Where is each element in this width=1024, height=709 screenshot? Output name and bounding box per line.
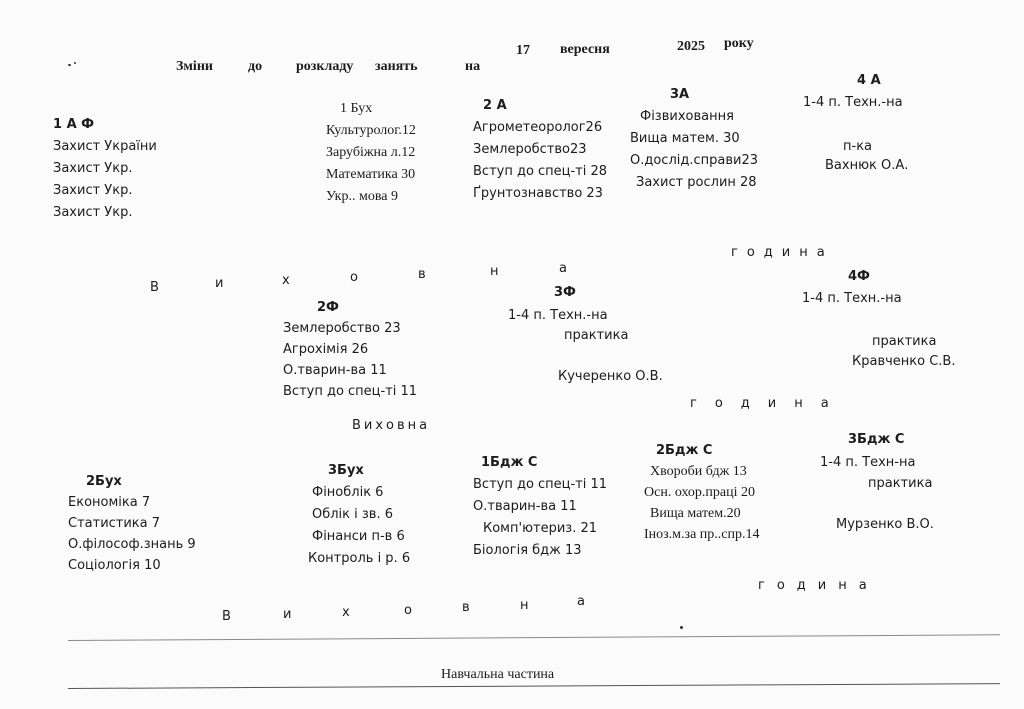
- group-name: 3А: [670, 87, 690, 102]
- group-1bdzh-s: [473, 452, 607, 562]
- subject-line: Захист Укр.: [53, 161, 133, 176]
- letter: в: [418, 267, 426, 282]
- title-word: занять: [375, 59, 418, 74]
- title-word: вересня: [560, 42, 610, 57]
- scan-speck: [680, 626, 683, 629]
- subject-line: Захист України: [53, 139, 157, 154]
- subject-line: Культуролог.12: [326, 123, 416, 138]
- subject-line: Захист рослин 28: [636, 175, 757, 190]
- letter: и: [283, 607, 292, 622]
- group-name: 2Бух: [86, 474, 122, 489]
- footer-label: Навчальна частина: [441, 667, 555, 682]
- scan-speck: [74, 62, 76, 64]
- subject-line: Економіка 7: [68, 495, 151, 510]
- subject-line: Агрохімія 26: [283, 342, 369, 357]
- teacher-name: Вахнюк О.А.: [825, 158, 909, 173]
- group-3bukh: [308, 460, 410, 570]
- subject-line: п-ка: [843, 139, 873, 154]
- subject-line: Землеробство 23: [283, 321, 401, 336]
- group-3a: [630, 84, 758, 194]
- footer-line: [68, 683, 1000, 689]
- letter: о: [404, 603, 412, 618]
- group-name: 2Бдж С: [656, 443, 713, 458]
- title-word: року: [724, 36, 754, 51]
- hour-word: година: [731, 245, 834, 260]
- subject-line: 1-4 п. Техн-на: [820, 455, 916, 470]
- subject-line: 1-4 п. Техн.-на: [508, 308, 608, 323]
- subject-line: Біологія бдж 13: [473, 543, 582, 558]
- subject-line: О.філософ.знань 9: [68, 537, 196, 552]
- subject-line: практика: [564, 328, 629, 343]
- group-2bdzh-s: [644, 440, 760, 545]
- subject-line: Вища матем.20: [650, 506, 741, 521]
- title-date-day: 17: [516, 43, 530, 58]
- subject-line: Контроль і р. 6: [308, 551, 411, 566]
- subject-line: практика: [872, 334, 937, 349]
- subject-line: Вступ до спец-ті 28: [473, 164, 608, 179]
- teacher-name: Мурзенко В.О.: [836, 517, 934, 532]
- subject-line: Фіноблік 6: [312, 485, 384, 500]
- group-name: 1 А Ф: [53, 117, 95, 132]
- letter: в: [462, 600, 470, 615]
- teacher-name: Кучеренко О.В.: [558, 369, 663, 384]
- subject-line: Математика 30: [326, 167, 416, 182]
- scan-speck: [68, 64, 71, 66]
- group-name: 1 Бух: [340, 101, 373, 116]
- subject-line: Захист Укр.: [53, 205, 133, 220]
- subject-line: 1-4 п. Техн.-на: [802, 291, 902, 306]
- letter: х: [282, 273, 290, 288]
- subject-line: Осн. охор.праці 20: [644, 485, 756, 500]
- subject-line: Вступ до спец-ті 11: [473, 477, 608, 492]
- hour-word: година: [758, 578, 879, 593]
- subject-line: Вступ до спец-ті 11: [283, 384, 418, 399]
- group-name: 3Бдж С: [848, 432, 905, 447]
- letter: н: [490, 264, 499, 279]
- group-name: 1Бдж С: [481, 455, 538, 470]
- subject-line: Фінанси п-в 6: [312, 529, 405, 544]
- title-word: на: [465, 59, 481, 74]
- title-word: Зміни: [176, 59, 213, 74]
- teacher-name: Кравченко С.В.: [852, 354, 956, 369]
- subject-line: Комп'ютериз. 21: [483, 521, 597, 536]
- subject-line: Фізвиховання: [640, 109, 734, 124]
- subject-line: Статистика 7: [68, 516, 161, 531]
- title-year: 2025: [677, 39, 705, 54]
- group-name: 3Бух: [328, 463, 364, 478]
- group-name: 2 А: [483, 98, 507, 113]
- group-name: 3Ф: [554, 285, 576, 300]
- group-2bukh: [68, 471, 196, 576]
- separator-line: [68, 634, 1000, 641]
- letter: н: [520, 598, 529, 613]
- subject-line: Землеробство23: [473, 142, 587, 157]
- subject-line: Іноз.м.за пр..спр.14: [644, 527, 760, 542]
- letter: а: [559, 261, 567, 276]
- subject-line: Хвороби бдж 13: [650, 464, 747, 479]
- subject-line: Агрометеоролог26: [473, 120, 603, 135]
- group-1-bukh: [326, 98, 416, 208]
- subject-line: О.дослід.справи23: [630, 153, 759, 168]
- subject-line: Зарубіжна л.12: [326, 145, 416, 160]
- title-word: розкладу: [296, 59, 354, 74]
- group-2a: [473, 95, 607, 205]
- hour-word: година: [690, 396, 847, 411]
- subject-line: Соціологія 10: [68, 558, 161, 573]
- subject-line: 1-4 п. Техн.-на: [803, 95, 903, 110]
- subject-line: Вища матем. 30: [630, 131, 740, 146]
- letter: о: [350, 270, 358, 285]
- group-name: 4 А: [857, 73, 881, 88]
- letter: В: [150, 280, 159, 295]
- educational-hour-word: Виховна: [352, 418, 431, 433]
- subject-line: практика: [868, 476, 933, 491]
- subject-line: О.тварин-ва 11: [283, 363, 387, 378]
- letter: а: [577, 594, 585, 609]
- group-name: 4Ф: [848, 269, 870, 284]
- letter: х: [342, 605, 350, 620]
- group-name: 2Ф: [317, 300, 339, 315]
- subject-line: Облік і зв. 6: [312, 507, 394, 522]
- subject-line: Захист Укр.: [53, 183, 133, 198]
- letter: и: [215, 276, 224, 291]
- subject-line: О.тварин-ва 11: [473, 499, 577, 514]
- group-1a-f: [53, 114, 157, 224]
- group-2f: [283, 297, 417, 402]
- letter: В: [222, 609, 231, 624]
- title-word: до: [248, 59, 263, 74]
- subject-line: Ґрунтознавство 23: [473, 186, 603, 201]
- subject-line: Укр.. мова 9: [326, 189, 398, 204]
